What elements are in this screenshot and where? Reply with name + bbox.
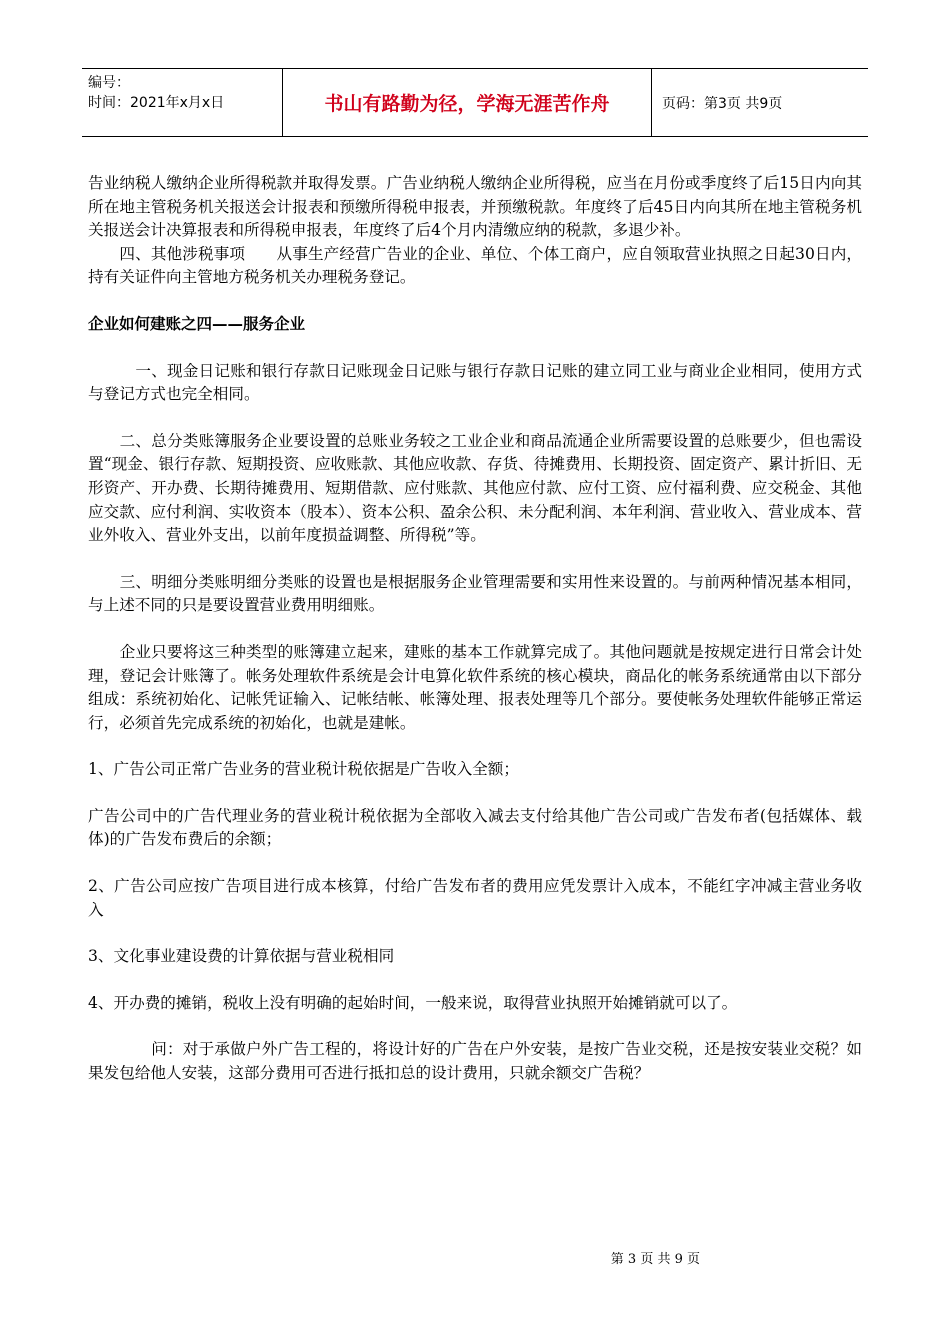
header-left-cell <box>82 69 282 136</box>
section-heading: 企业如何建账之四——服务企业 <box>88 314 306 333</box>
paragraph: 问：对于承做户外广告工程的，将设计好的广告在户外安装，是按广告业交税，还是按安装业交税？如果发包给他人安装，这部分费用可否进行抵扣总的设计费用，只就余额交广告税？ <box>88 1040 862 1083</box>
paragraph: 3、文化事业建设费的计算依据与营业税相同 <box>88 947 395 966</box>
paragraph: 广告公司中的广告代理业务的营业税计税依据为全部收入减去支付给其他广告公司或广告发布者(包括媒体、载体)的广告发布费后的余额； <box>88 806 862 849</box>
header-page-label: 页码：第3页 共9页 <box>662 95 783 112</box>
number-label: 编号： <box>88 75 130 91</box>
paragraph: 1、广告公司正常广告业务的营业税计税依据是广告收入全额； <box>88 760 519 779</box>
paragraph: 企业只要将这三种类型的账簿建立起来，建账的基本工作就算完成了。其他问题就是按规定进行日常会计处理，登记会计账簿了。帐务处理软件系统是会计电算化软件系统的核心模块，商品化的帐务系统通常由以下部分组成：系统初始化、记帐凭证输入、记帐结帐、帐簿处理、报表处理等几个部分。要使帐务处理软件能够正常运行，必须首先完成系统的初始化，也就是建帐。 <box>88 642 862 732</box>
document-body <box>88 172 862 1086</box>
page-footer: 第 3 页 共 9 页 <box>610 1252 700 1267</box>
header-motto: 书山有路勤为径，学海无涯苦作舟 <box>282 69 652 136</box>
paragraph: 一、现金日记账和银行存款日记账现金日记账与银行存款日记账的建立同工业与商业企业相同，使用方式与登记方式也完全相同。 <box>88 361 862 404</box>
header-table <box>82 68 868 137</box>
paragraph: 四、其他涉税事项 从事生产经营广告业的企业、单位、个体工商户，应自领取营业执照之日起30日内，持有关证件向主管地方税务机关办理税务登记。 <box>88 244 862 287</box>
paragraph: 三、明细分类账明细分类账的设置也是根据服务企业管理需要和实用性来设置的。与前两种情况基本相同，与上述不同的只是要设置营业费用明细账。 <box>88 572 862 615</box>
paragraph: 二、总分类账簿服务企业要设置的总账业务较之工业企业和商品流通企业所需要设置的总账要少，但也需设置“现金、银行存款、短期投资、应收账款、其他应收款、存货、待摊费用、长期投资、固定资产、累计折旧、无形资产、开办费、长期待摊费用、短期借款、应付账款、其他应付款、应付工资、应付福利费、应交税金、其他应交款、应付利润、实收资本（股本）、资本公积、盈余公积、未分配利润、本年利润、营业收入、营业成本、营业外收入、营业外支出，以前年度损益调整、所得税”等。 <box>88 431 862 545</box>
paragraph: 2、广告公司应按广告项目进行成本核算，付给广告发布者的费用应凭发票计入成本，不能红字冲减主营业务收入 <box>88 877 862 919</box>
paragraph: 告业纳税人缴纳企业所得税款并取得发票。广告业纳税人缴纳企业所得税，应当在月份或季度终了后15日内向其所在地主管税务机关报送会计报表和预缴所得税申报表，并预缴税款。年度终了后45日内向其所在地主管税务机关报送会计决算报表和所得税申报表，年度终了后4个月内清缴应纳的税款，多退少补。 <box>88 174 862 240</box>
time-label: 时间：2021年x月x日 <box>88 95 225 111</box>
paragraph: 4、开办费的摊销，税收上没有明确的起始时间，一般来说，取得营业执照开始摊销就可以了。 <box>88 993 738 1012</box>
